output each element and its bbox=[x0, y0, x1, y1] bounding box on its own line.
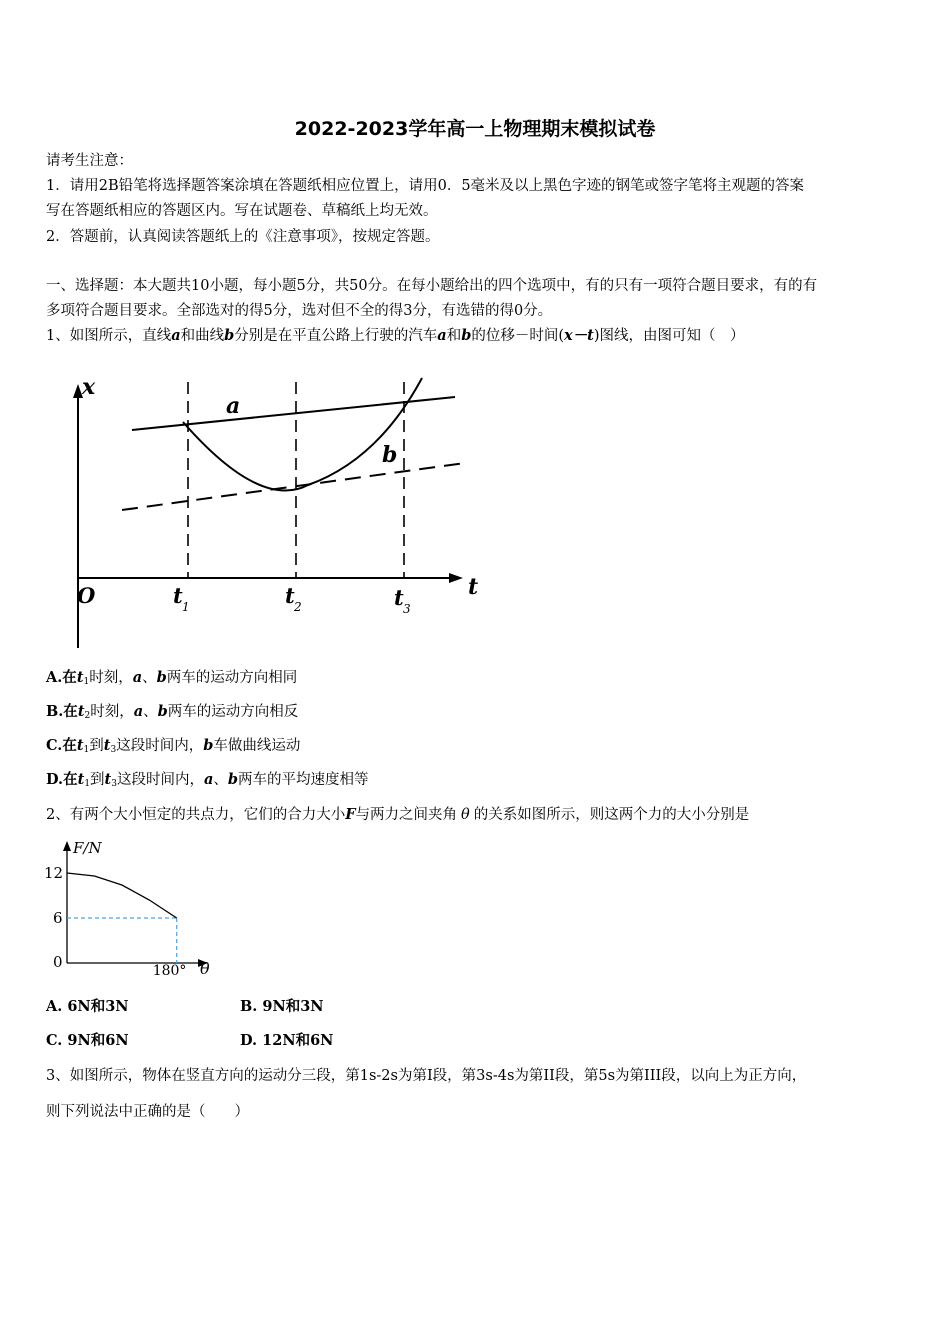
y-tick-label: 12 bbox=[44, 864, 64, 882]
subscript: 1 bbox=[83, 745, 90, 755]
notice-item-1-line-2: 写在答题纸相应的答题区内。写在试题卷、草稿纸上均无效。 bbox=[46, 203, 438, 219]
q2-var-f: F bbox=[345, 806, 356, 823]
var-t: t bbox=[76, 737, 84, 754]
q1-option-c[interactable] bbox=[46, 736, 300, 760]
q2-option-d[interactable]: D. 12N和6N bbox=[240, 1032, 334, 1049]
var-b: b bbox=[227, 771, 239, 788]
subscript: 1 bbox=[83, 677, 90, 687]
page-title: 2022-2023学年高一上物理期末模拟试卷 bbox=[294, 118, 656, 140]
q2-option-a[interactable]: A. 6N和3N bbox=[46, 998, 129, 1015]
var-b: b bbox=[203, 737, 214, 754]
line-a-label: a bbox=[226, 393, 241, 419]
q1-stem-text: 的位移－时间( bbox=[471, 328, 564, 344]
q1-var-a: a bbox=[437, 327, 447, 344]
var-t: t bbox=[104, 771, 112, 788]
q1-option-b[interactable] bbox=[46, 702, 298, 726]
x-axis-arrow bbox=[449, 573, 463, 583]
option-text: 这段时间内， bbox=[116, 738, 204, 754]
q1-stem-text: 和 bbox=[446, 328, 462, 344]
section-1-line-1: 一、选择题：本大题共10小题，每小题5分，共50分。在每小题给出的四个选项中，有的只有一项符合题目要求，有的有 bbox=[46, 278, 818, 294]
subscript: 3 bbox=[110, 745, 117, 755]
x-axis-label: t bbox=[468, 574, 479, 600]
option-text: 时刻， bbox=[89, 670, 133, 686]
subscript: 2 bbox=[84, 711, 91, 721]
q1-var-xt: x－t bbox=[564, 327, 594, 344]
line-a bbox=[132, 397, 455, 430]
origin-label: O bbox=[77, 583, 96, 608]
option-prefix: A.在 bbox=[46, 669, 77, 686]
q1-stem-text: )图线，由图可知（ ） bbox=[593, 328, 745, 344]
curve-b-label: b bbox=[382, 442, 398, 468]
option-text: 这段时间内， bbox=[116, 772, 204, 788]
var-a: a bbox=[132, 669, 143, 686]
t2-label: t bbox=[285, 583, 295, 608]
option-text: 两车的平均速度相等 bbox=[238, 772, 369, 788]
option-text: 时刻， bbox=[90, 704, 134, 720]
separator: 、 bbox=[142, 670, 157, 686]
option-text: 两车的运动方向相同 bbox=[166, 670, 298, 686]
q2-stem-text: 的关系如图所示，则这两个力的大小分别是 bbox=[473, 807, 750, 823]
curve-b bbox=[183, 378, 422, 491]
q2-stem-text: 2、有两个大小恒定的共点力，它们的合力大小 bbox=[46, 807, 346, 823]
option-prefix: C.在 bbox=[46, 737, 77, 754]
q1-option-a[interactable] bbox=[46, 668, 297, 692]
question-3-line-1: 3、如图所示，物体在竖直方向的运动分三段，第1s-2s为第I段，第3s-4s为第II段，第5s为第III段，以向上为正方向， bbox=[46, 1068, 807, 1084]
var-a: a bbox=[203, 771, 214, 788]
q1-xt-graph bbox=[60, 370, 500, 660]
separator: 、 bbox=[143, 704, 158, 720]
notice-item-2: 2．答题前，认真阅读答题纸上的《注意事项》，按规定答题。 bbox=[46, 229, 440, 245]
subscript: 1 bbox=[84, 779, 91, 789]
option-prefix: D.在 bbox=[46, 771, 78, 788]
option-prefix: B.在 bbox=[46, 703, 78, 720]
option-text: 到 bbox=[89, 738, 104, 754]
q1-stem-text: 1、如图所示，直线 bbox=[46, 328, 172, 344]
var-t: t bbox=[77, 703, 85, 720]
question-1-stem bbox=[46, 326, 745, 346]
q1-var-a: a bbox=[171, 327, 181, 344]
t1-subscript: 1 bbox=[182, 600, 190, 614]
q2-option-b[interactable]: B. 9N和3N bbox=[240, 998, 324, 1015]
tangent-dashed-line bbox=[122, 463, 465, 510]
q2-var-theta: θ bbox=[461, 807, 470, 823]
q1-var-b: b bbox=[461, 327, 472, 344]
var-b: b bbox=[156, 669, 167, 686]
t3-label: t bbox=[394, 585, 404, 610]
y-tick-label: 0 bbox=[53, 953, 63, 971]
section-1-line-2: 多项符合题目要求。全部选对的得5分，选对但不全的得3分，有选错的得0分。 bbox=[46, 303, 553, 319]
y-axis-label: F/N bbox=[73, 839, 102, 857]
q2-force-angle-chart bbox=[40, 836, 230, 984]
option-text: 车做曲线运动 bbox=[213, 738, 301, 754]
q2-stem-text: 与两力之间夹角 bbox=[355, 807, 458, 823]
var-t: t bbox=[103, 737, 111, 754]
option-text: 两车的运动方向相反 bbox=[167, 704, 299, 720]
question-3-line-2: 则下列说法中正确的是（ ） bbox=[46, 1104, 249, 1120]
q1-option-d[interactable] bbox=[46, 770, 369, 794]
y-tick-label: 6 bbox=[53, 909, 63, 927]
option-text: 到 bbox=[90, 772, 105, 788]
q2-option-c[interactable]: C. 9N和6N bbox=[46, 1032, 129, 1049]
y-axis-arrow bbox=[63, 841, 71, 851]
notice-item-1-line-1: 1．请用2B铅笔将选择题答案涂填在答题纸相应位置上，请用0．5毫米及以上黑色字迹的钢笔或签字笔将主观题的答案 bbox=[46, 178, 805, 194]
var-a: a bbox=[133, 703, 144, 720]
var-t: t bbox=[76, 669, 84, 686]
y-axis-label: x bbox=[82, 374, 96, 400]
var-b: b bbox=[157, 703, 168, 720]
force-curve bbox=[67, 873, 177, 918]
separator: 、 bbox=[213, 772, 228, 788]
x-axis-label: θ bbox=[200, 959, 210, 978]
q1-var-b: b bbox=[224, 327, 235, 344]
var-t: t bbox=[77, 771, 85, 788]
t3-subscript: 3 bbox=[403, 602, 411, 616]
notice-heading: 请考生注意： bbox=[46, 153, 133, 169]
x-tick-label: 180° bbox=[152, 963, 187, 979]
q1-stem-text: 分别是在平直公路上行驶的汽车 bbox=[234, 328, 438, 344]
t1-label: t bbox=[173, 583, 183, 608]
q1-stem-text: 和曲线 bbox=[180, 328, 225, 344]
t2-subscript: 2 bbox=[294, 600, 302, 614]
subscript: 3 bbox=[111, 779, 117, 789]
question-2-stem bbox=[46, 805, 749, 825]
